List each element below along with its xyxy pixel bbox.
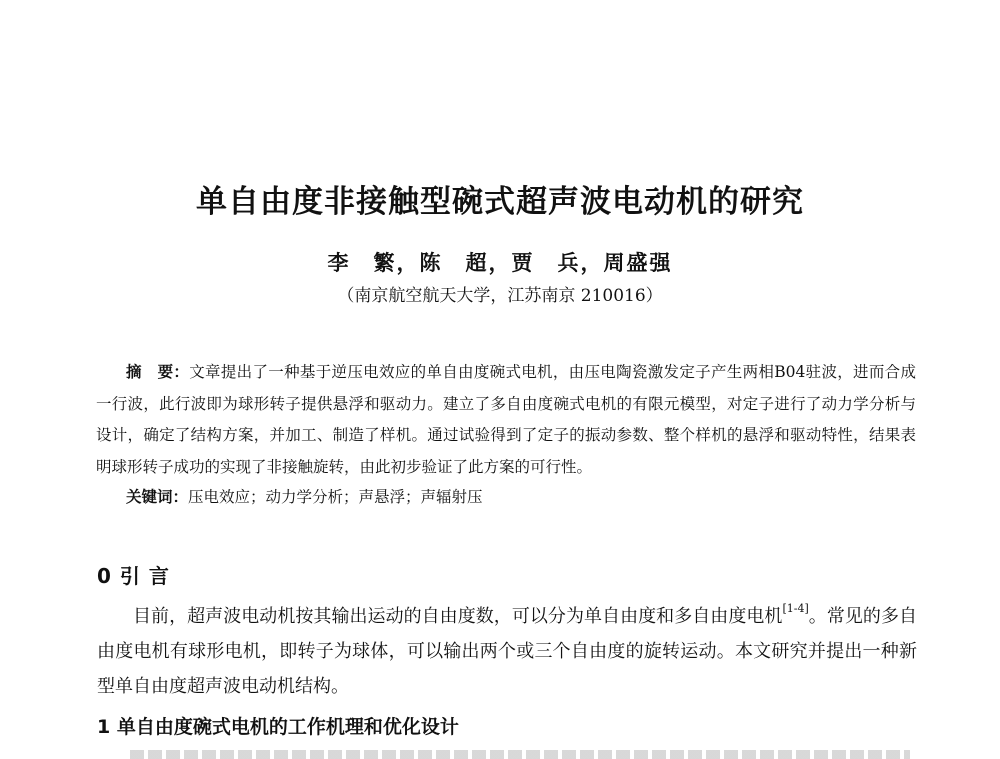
introduction-paragraph: [97, 599, 917, 704]
keywords-label: 关键词：: [126, 488, 189, 506]
paper-affiliation: （南京航空航天大学，江苏南京 210016）: [337, 286, 663, 306]
section-heading-1: 1 单自由度碗式电机的工作机理和优化设计: [97, 716, 459, 738]
keywords-text: 压电效应；动力学分析；声悬浮；声辐射压: [188, 488, 483, 506]
abstract-text: 文章提出了一种基于逆压电效应的单自由度碗式电机，由压电陶瓷激发定子产生两相B04驻波，进而合成一行波，此行波即为球形转子提供悬浮和驱动力。建立了多自由度碗式电机的有限元模型，对定子进行了动力学分析与设计，确定了结构方案，并加工、制造了样机。通过试验得到了定子的振动参数、整个样机的悬浮和驱动特性，结果表明球形转子成功的实现了非接触旋转，由此初步验证了此方案的可行性。: [96, 363, 916, 476]
intro-text-part1: 目前，超声波电动机按其输出运动的自由度数，可以分为单自由度和多自由度电机: [133, 606, 783, 627]
abstract: [96, 357, 916, 483]
abstract-label: 摘 要：: [126, 363, 190, 381]
paper-title: 单自由度非接触型碗式超声波电动机的研究: [196, 184, 804, 220]
keywords: [126, 483, 916, 511]
intro-text-part2: 。常见的多自由度电机有球形电机，即转子为球体，可以输出两个或三个自由度的旋转运动。本文研究并提出一种新型单自由度超声波电动机结构。: [97, 606, 918, 697]
section-heading-introduction: 0 引 言: [97, 564, 170, 588]
paper-authors: 李 繁，陈 超，贾 兵，周盛强: [327, 250, 673, 275]
cut-off-text-line: [130, 750, 910, 759]
intro-citation: [1-4]: [782, 602, 809, 615]
